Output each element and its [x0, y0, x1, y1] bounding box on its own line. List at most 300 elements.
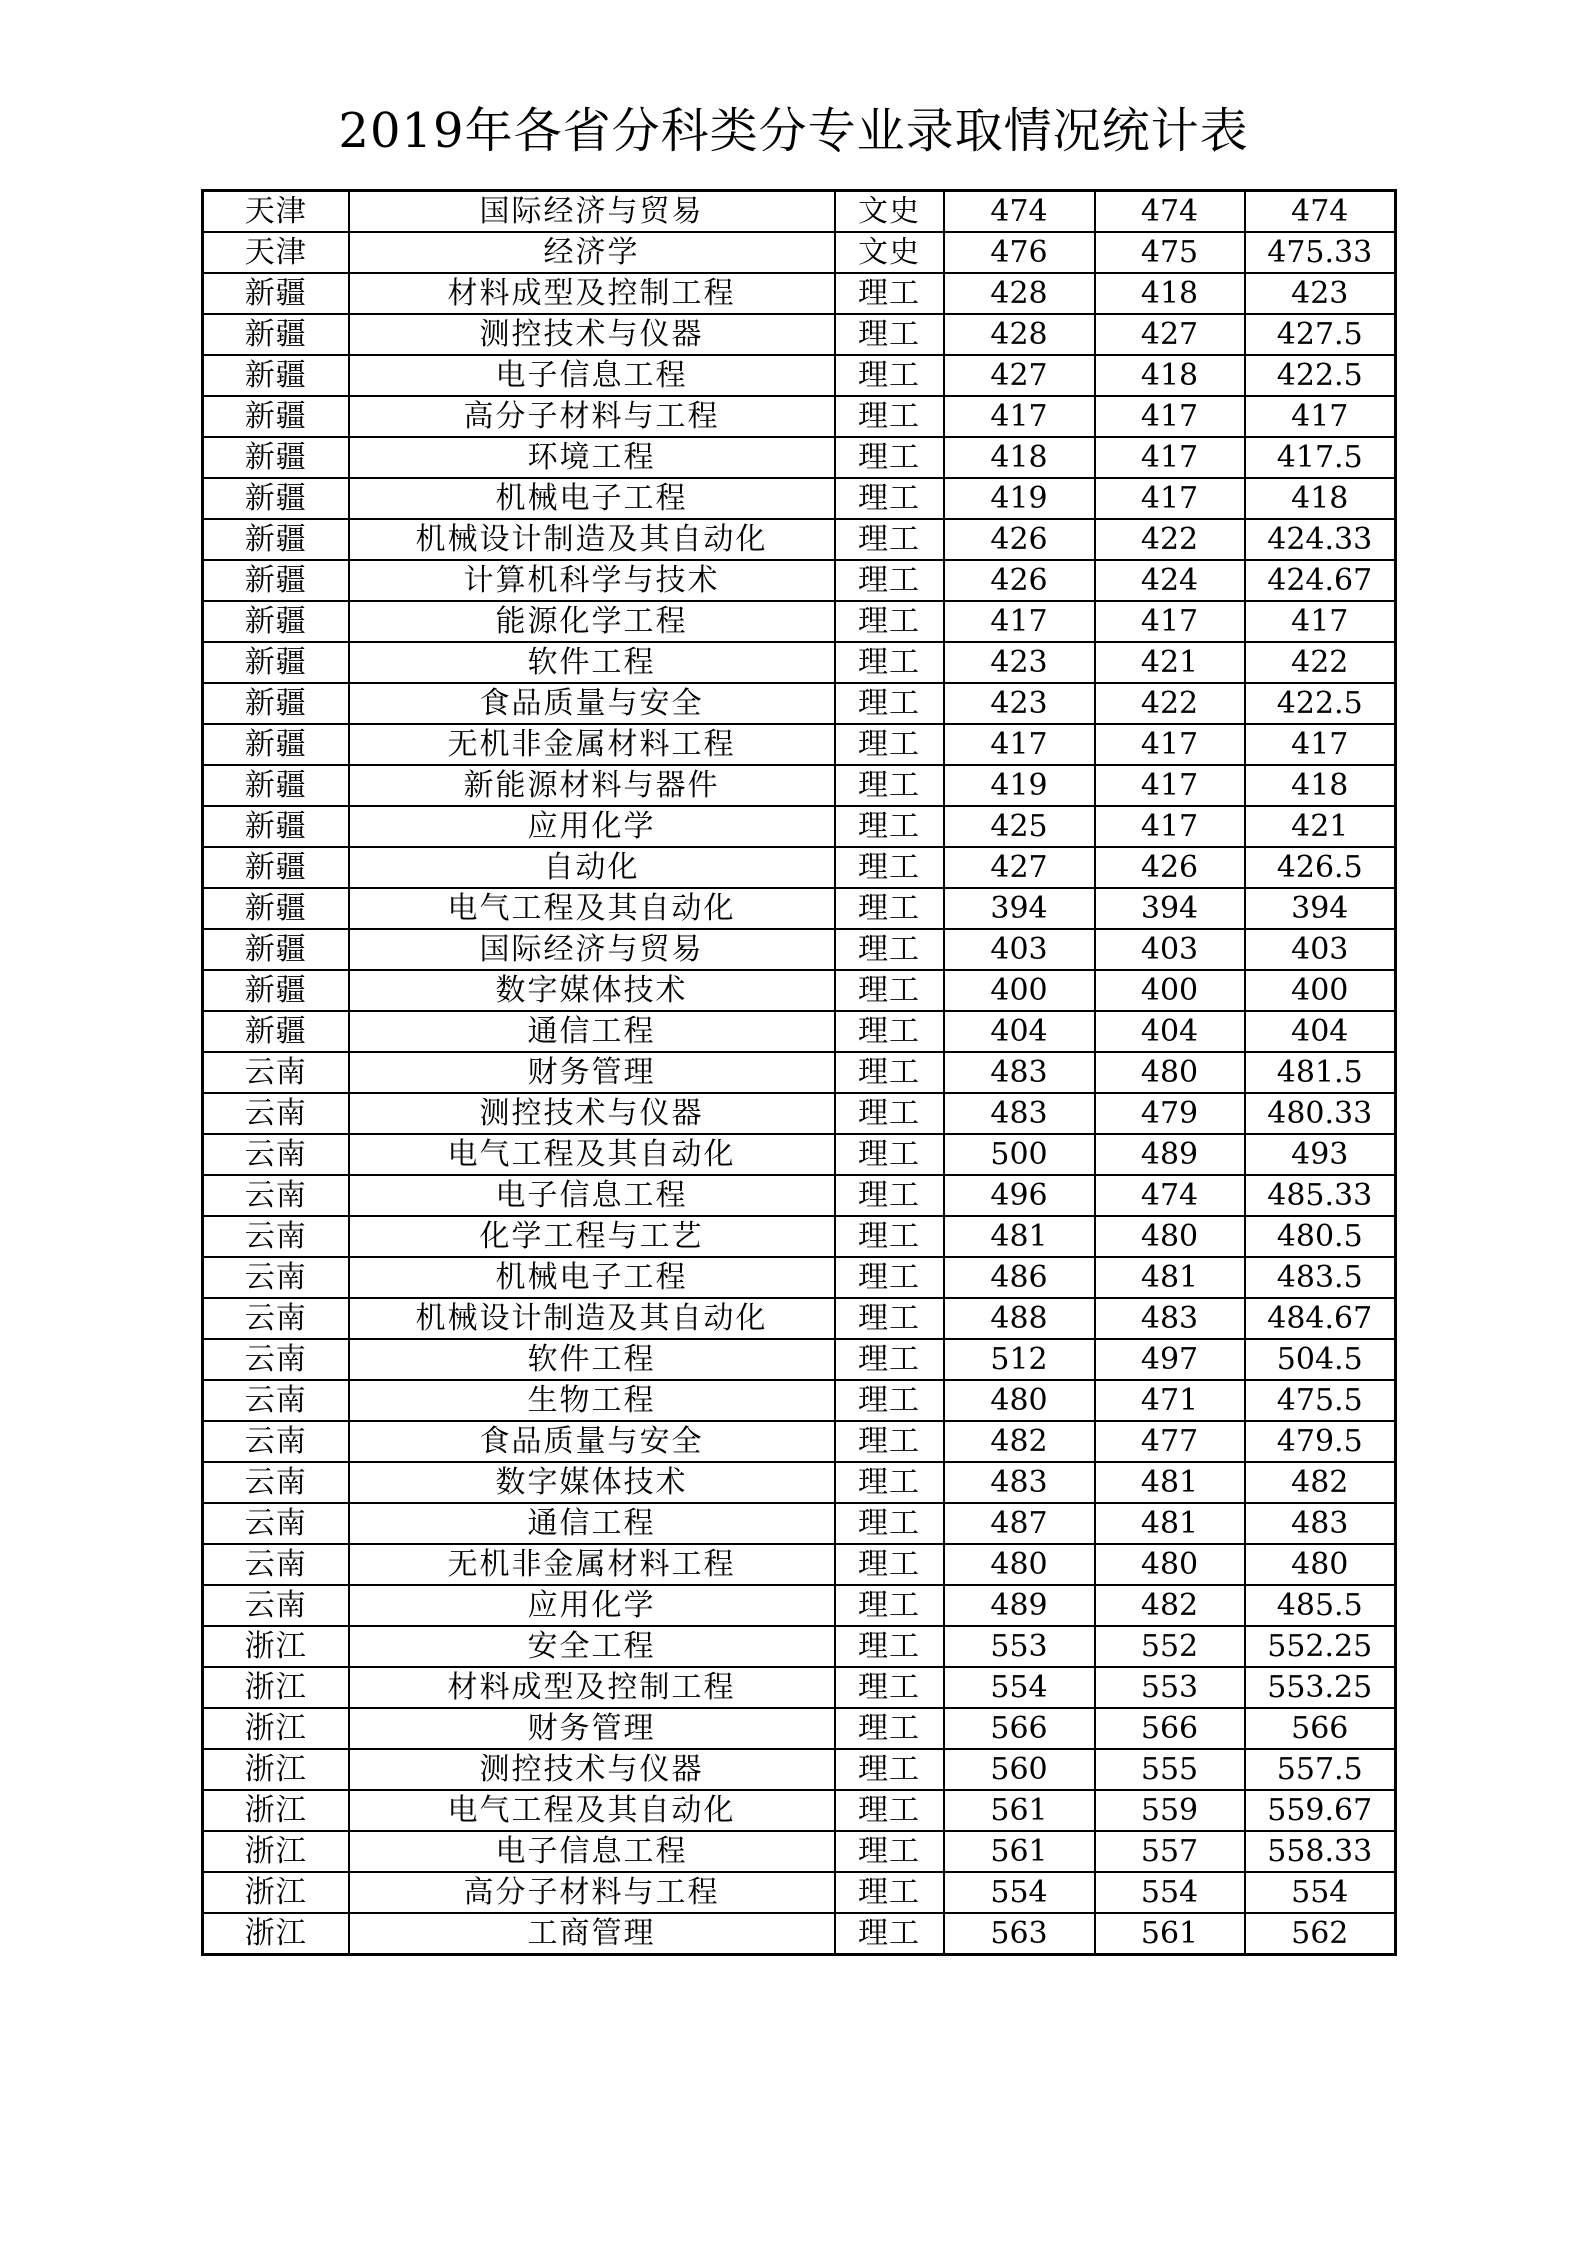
- avg-score-cell: 485.33: [1245, 1175, 1396, 1216]
- min-score-cell: 422: [1095, 519, 1245, 560]
- table-row: [203, 1831, 1396, 1872]
- avg-score-cell: 394: [1245, 888, 1396, 929]
- category-cell: 理工: [835, 1626, 944, 1667]
- max-score-cell: 554: [944, 1667, 1095, 1708]
- table-row: [203, 601, 1396, 642]
- category-cell: 理工: [835, 601, 944, 642]
- table-row: [203, 1216, 1396, 1257]
- max-score-cell: 394: [944, 888, 1095, 929]
- major-cell: 应用化学: [349, 806, 835, 847]
- avg-score-cell: 480.33: [1245, 1093, 1396, 1134]
- table-row: [203, 396, 1396, 437]
- major-cell: 生物工程: [349, 1380, 835, 1421]
- max-score-cell: 487: [944, 1503, 1095, 1544]
- avg-score-cell: 418: [1245, 478, 1396, 519]
- table-row: [203, 888, 1396, 929]
- max-score-cell: 560: [944, 1749, 1095, 1790]
- category-cell: 理工: [835, 396, 944, 437]
- category-cell: 理工: [835, 437, 944, 478]
- min-score-cell: 557: [1095, 1831, 1245, 1872]
- min-score-cell: 480: [1095, 1544, 1245, 1585]
- category-cell: 理工: [835, 847, 944, 888]
- major-cell: 电气工程及其自动化: [349, 1134, 835, 1175]
- province-cell: 浙江: [203, 1872, 349, 1913]
- min-score-cell: 417: [1095, 601, 1245, 642]
- province-cell: 云南: [203, 1380, 349, 1421]
- min-score-cell: 479: [1095, 1093, 1245, 1134]
- category-cell: 理工: [835, 1708, 944, 1749]
- province-cell: 云南: [203, 1503, 349, 1544]
- table-row: [203, 1134, 1396, 1175]
- min-score-cell: 561: [1095, 1913, 1245, 1955]
- min-score-cell: 404: [1095, 1011, 1245, 1052]
- min-score-cell: 403: [1095, 929, 1245, 970]
- min-score-cell: 422: [1095, 683, 1245, 724]
- max-score-cell: 426: [944, 560, 1095, 601]
- major-cell: 电子信息工程: [349, 1175, 835, 1216]
- category-cell: 理工: [835, 1216, 944, 1257]
- province-cell: 新疆: [203, 888, 349, 929]
- avg-score-cell: 474: [1245, 191, 1396, 233]
- avg-score-cell: 483: [1245, 1503, 1396, 1544]
- category-cell: 理工: [835, 806, 944, 847]
- category-cell: 理工: [835, 355, 944, 396]
- avg-score-cell: 421: [1245, 806, 1396, 847]
- table-row: [203, 642, 1396, 683]
- province-cell: 新疆: [203, 806, 349, 847]
- min-score-cell: 481: [1095, 1462, 1245, 1503]
- major-cell: 环境工程: [349, 437, 835, 478]
- major-cell: 测控技术与仪器: [349, 1093, 835, 1134]
- category-cell: 理工: [835, 1339, 944, 1380]
- major-cell: 测控技术与仪器: [349, 1749, 835, 1790]
- max-score-cell: 512: [944, 1339, 1095, 1380]
- table-row: [203, 1298, 1396, 1339]
- min-score-cell: 553: [1095, 1667, 1245, 1708]
- major-cell: 机械设计制造及其自动化: [349, 1298, 835, 1339]
- province-cell: 新疆: [203, 396, 349, 437]
- province-cell: 新疆: [203, 765, 349, 806]
- major-cell: 食品质量与安全: [349, 1421, 835, 1462]
- major-cell: 电子信息工程: [349, 355, 835, 396]
- max-score-cell: 423: [944, 683, 1095, 724]
- max-score-cell: 428: [944, 273, 1095, 314]
- min-score-cell: 483: [1095, 1298, 1245, 1339]
- table-row: [203, 191, 1396, 233]
- avg-score-cell: 553.25: [1245, 1667, 1396, 1708]
- max-score-cell: 483: [944, 1462, 1095, 1503]
- major-cell: 数字媒体技术: [349, 970, 835, 1011]
- major-cell: 测控技术与仪器: [349, 314, 835, 355]
- table-row: [203, 437, 1396, 478]
- category-cell: 理工: [835, 519, 944, 560]
- province-cell: 云南: [203, 1216, 349, 1257]
- min-score-cell: 417: [1095, 765, 1245, 806]
- category-cell: 理工: [835, 765, 944, 806]
- major-cell: 国际经济与贸易: [349, 191, 835, 233]
- category-cell: 理工: [835, 273, 944, 314]
- category-cell: 理工: [835, 478, 944, 519]
- table-row: [203, 314, 1396, 355]
- category-cell: 文史: [835, 191, 944, 233]
- avg-score-cell: 417: [1245, 601, 1396, 642]
- avg-score-cell: 554: [1245, 1872, 1396, 1913]
- major-cell: 软件工程: [349, 1339, 835, 1380]
- min-score-cell: 418: [1095, 355, 1245, 396]
- category-cell: 理工: [835, 1544, 944, 1585]
- avg-score-cell: 422: [1245, 642, 1396, 683]
- province-cell: 新疆: [203, 560, 349, 601]
- major-cell: 财务管理: [349, 1708, 835, 1749]
- admission-score-table: [201, 189, 1397, 1956]
- table-row: [203, 1913, 1396, 1955]
- category-cell: 理工: [835, 1421, 944, 1462]
- category-cell: 理工: [835, 888, 944, 929]
- major-cell: 电子信息工程: [349, 1831, 835, 1872]
- major-cell: 应用化学: [349, 1585, 835, 1626]
- province-cell: 云南: [203, 1052, 349, 1093]
- avg-score-cell: 426.5: [1245, 847, 1396, 888]
- category-cell: 理工: [835, 970, 944, 1011]
- major-cell: 能源化学工程: [349, 601, 835, 642]
- avg-score-cell: 562: [1245, 1913, 1396, 1955]
- min-score-cell: 554: [1095, 1872, 1245, 1913]
- category-cell: 理工: [835, 642, 944, 683]
- category-cell: 理工: [835, 1831, 944, 1872]
- avg-score-cell: 504.5: [1245, 1339, 1396, 1380]
- min-score-cell: 421: [1095, 642, 1245, 683]
- table-row: [203, 806, 1396, 847]
- category-cell: 理工: [835, 683, 944, 724]
- category-cell: 理工: [835, 1749, 944, 1790]
- avg-score-cell: 417: [1245, 724, 1396, 765]
- province-cell: 云南: [203, 1421, 349, 1462]
- province-cell: 浙江: [203, 1913, 349, 1955]
- province-cell: 新疆: [203, 601, 349, 642]
- category-cell: 理工: [835, 1093, 944, 1134]
- max-score-cell: 423: [944, 642, 1095, 683]
- category-cell: 理工: [835, 1462, 944, 1503]
- table-row: [203, 1093, 1396, 1134]
- province-cell: 云南: [203, 1462, 349, 1503]
- min-score-cell: 482: [1095, 1585, 1245, 1626]
- max-score-cell: 417: [944, 396, 1095, 437]
- major-cell: 材料成型及控制工程: [349, 1667, 835, 1708]
- avg-score-cell: 417.5: [1245, 437, 1396, 478]
- province-cell: 浙江: [203, 1708, 349, 1749]
- province-cell: 天津: [203, 191, 349, 233]
- max-score-cell: 483: [944, 1093, 1095, 1134]
- min-score-cell: 394: [1095, 888, 1245, 929]
- category-cell: 理工: [835, 1585, 944, 1626]
- category-cell: 理工: [835, 1175, 944, 1216]
- avg-score-cell: 475.33: [1245, 232, 1396, 273]
- table-row: [203, 232, 1396, 273]
- avg-score-cell: 552.25: [1245, 1626, 1396, 1667]
- table-row: [203, 765, 1396, 806]
- avg-score-cell: 475.5: [1245, 1380, 1396, 1421]
- min-score-cell: 480: [1095, 1216, 1245, 1257]
- category-cell: 理工: [835, 929, 944, 970]
- max-score-cell: 426: [944, 519, 1095, 560]
- max-score-cell: 403: [944, 929, 1095, 970]
- avg-score-cell: 422.5: [1245, 683, 1396, 724]
- category-cell: 理工: [835, 1790, 944, 1831]
- min-score-cell: 566: [1095, 1708, 1245, 1749]
- category-cell: 理工: [835, 1257, 944, 1298]
- min-score-cell: 417: [1095, 724, 1245, 765]
- min-score-cell: 559: [1095, 1790, 1245, 1831]
- province-cell: 新疆: [203, 478, 349, 519]
- min-score-cell: 474: [1095, 1175, 1245, 1216]
- max-score-cell: 419: [944, 765, 1095, 806]
- avg-score-cell: 424.67: [1245, 560, 1396, 601]
- max-score-cell: 486: [944, 1257, 1095, 1298]
- major-cell: 机械设计制造及其自动化: [349, 519, 835, 560]
- table-row: [203, 1503, 1396, 1544]
- table-row: [203, 478, 1396, 519]
- province-cell: 新疆: [203, 437, 349, 478]
- table-row: [203, 970, 1396, 1011]
- min-score-cell: 427: [1095, 314, 1245, 355]
- major-cell: 材料成型及控制工程: [349, 273, 835, 314]
- major-cell: 国际经济与贸易: [349, 929, 835, 970]
- min-score-cell: 424: [1095, 560, 1245, 601]
- table-row: [203, 1708, 1396, 1749]
- max-score-cell: 480: [944, 1544, 1095, 1585]
- avg-score-cell: 559.67: [1245, 1790, 1396, 1831]
- major-cell: 软件工程: [349, 642, 835, 683]
- max-score-cell: 404: [944, 1011, 1095, 1052]
- table-row: [203, 1380, 1396, 1421]
- avg-score-cell: 404: [1245, 1011, 1396, 1052]
- max-score-cell: 500: [944, 1134, 1095, 1175]
- max-score-cell: 554: [944, 1872, 1095, 1913]
- major-cell: 财务管理: [349, 1052, 835, 1093]
- category-cell: 理工: [835, 1011, 944, 1052]
- province-cell: 新疆: [203, 970, 349, 1011]
- max-score-cell: 400: [944, 970, 1095, 1011]
- table-row: [203, 273, 1396, 314]
- province-cell: 浙江: [203, 1749, 349, 1790]
- max-score-cell: 427: [944, 847, 1095, 888]
- min-score-cell: 417: [1095, 437, 1245, 478]
- page-title: 2019年各省分科类分专业录取情况统计表: [338, 103, 1249, 159]
- province-cell: 新疆: [203, 355, 349, 396]
- min-score-cell: 489: [1095, 1134, 1245, 1175]
- major-cell: 高分子材料与工程: [349, 1872, 835, 1913]
- table-row: [203, 1626, 1396, 1667]
- max-score-cell: 476: [944, 232, 1095, 273]
- max-score-cell: 428: [944, 314, 1095, 355]
- table-row: [203, 1339, 1396, 1380]
- max-score-cell: 417: [944, 724, 1095, 765]
- category-cell: 理工: [835, 1134, 944, 1175]
- table-row: [203, 1052, 1396, 1093]
- province-cell: 新疆: [203, 314, 349, 355]
- province-cell: 天津: [203, 232, 349, 273]
- min-score-cell: 400: [1095, 970, 1245, 1011]
- table-row: [203, 519, 1396, 560]
- table-row: [203, 560, 1396, 601]
- max-score-cell: 425: [944, 806, 1095, 847]
- province-cell: 云南: [203, 1257, 349, 1298]
- table-row: [203, 1462, 1396, 1503]
- min-score-cell: 471: [1095, 1380, 1245, 1421]
- province-cell: 浙江: [203, 1667, 349, 1708]
- province-cell: 新疆: [203, 1011, 349, 1052]
- avg-score-cell: 566: [1245, 1708, 1396, 1749]
- table-row: [203, 1544, 1396, 1585]
- category-cell: 文史: [835, 232, 944, 273]
- major-cell: 计算机科学与技术: [349, 560, 835, 601]
- max-score-cell: 474: [944, 191, 1095, 233]
- avg-score-cell: 403: [1245, 929, 1396, 970]
- table-row: [203, 1790, 1396, 1831]
- min-score-cell: 417: [1095, 478, 1245, 519]
- avg-score-cell: 418: [1245, 765, 1396, 806]
- max-score-cell: 488: [944, 1298, 1095, 1339]
- category-cell: 理工: [835, 560, 944, 601]
- max-score-cell: 480: [944, 1380, 1095, 1421]
- major-cell: 高分子材料与工程: [349, 396, 835, 437]
- max-score-cell: 418: [944, 437, 1095, 478]
- category-cell: 理工: [835, 724, 944, 765]
- max-score-cell: 553: [944, 1626, 1095, 1667]
- category-cell: 理工: [835, 1503, 944, 1544]
- avg-score-cell: 480.5: [1245, 1216, 1396, 1257]
- min-score-cell: 417: [1095, 396, 1245, 437]
- max-score-cell: 561: [944, 1790, 1095, 1831]
- avg-score-cell: 485.5: [1245, 1585, 1396, 1626]
- province-cell: 云南: [203, 1175, 349, 1216]
- major-cell: 通信工程: [349, 1503, 835, 1544]
- province-cell: 新疆: [203, 273, 349, 314]
- province-cell: 云南: [203, 1093, 349, 1134]
- avg-score-cell: 423: [1245, 273, 1396, 314]
- avg-score-cell: 557.5: [1245, 1749, 1396, 1790]
- avg-score-cell: 482: [1245, 1462, 1396, 1503]
- major-cell: 食品质量与安全: [349, 683, 835, 724]
- province-cell: 浙江: [203, 1831, 349, 1872]
- major-cell: 新能源材料与器件: [349, 765, 835, 806]
- avg-score-cell: 422.5: [1245, 355, 1396, 396]
- min-score-cell: 417: [1095, 806, 1245, 847]
- major-cell: 工商管理: [349, 1913, 835, 1955]
- category-cell: 理工: [835, 1380, 944, 1421]
- avg-score-cell: 479.5: [1245, 1421, 1396, 1462]
- table-row: [203, 929, 1396, 970]
- table-row: [203, 1585, 1396, 1626]
- province-cell: 新疆: [203, 929, 349, 970]
- avg-score-cell: 483.5: [1245, 1257, 1396, 1298]
- max-score-cell: 489: [944, 1585, 1095, 1626]
- province-cell: 新疆: [203, 724, 349, 765]
- min-score-cell: 481: [1095, 1503, 1245, 1544]
- major-cell: 机械电子工程: [349, 478, 835, 519]
- table-row: [203, 355, 1396, 396]
- avg-score-cell: 484.67: [1245, 1298, 1396, 1339]
- province-cell: 新疆: [203, 683, 349, 724]
- min-score-cell: 481: [1095, 1257, 1245, 1298]
- table-row: [203, 1872, 1396, 1913]
- category-cell: 理工: [835, 314, 944, 355]
- table-row: [203, 847, 1396, 888]
- max-score-cell: 483: [944, 1052, 1095, 1093]
- major-cell: 通信工程: [349, 1011, 835, 1052]
- province-cell: 新疆: [203, 847, 349, 888]
- major-cell: 自动化: [349, 847, 835, 888]
- max-score-cell: 417: [944, 601, 1095, 642]
- max-score-cell: 482: [944, 1421, 1095, 1462]
- province-cell: 云南: [203, 1544, 349, 1585]
- max-score-cell: 566: [944, 1708, 1095, 1749]
- province-cell: 云南: [203, 1339, 349, 1380]
- avg-score-cell: 427.5: [1245, 314, 1396, 355]
- table-row: [203, 683, 1396, 724]
- table-row: [203, 1257, 1396, 1298]
- avg-score-cell: 481.5: [1245, 1052, 1396, 1093]
- table-row: [203, 1667, 1396, 1708]
- min-score-cell: 555: [1095, 1749, 1245, 1790]
- category-cell: 理工: [835, 1052, 944, 1093]
- max-score-cell: 563: [944, 1913, 1095, 1955]
- table-row: [203, 724, 1396, 765]
- min-score-cell: 477: [1095, 1421, 1245, 1462]
- category-cell: 理工: [835, 1872, 944, 1913]
- category-cell: 理工: [835, 1667, 944, 1708]
- province-cell: 云南: [203, 1134, 349, 1175]
- max-score-cell: 561: [944, 1831, 1095, 1872]
- major-cell: 经济学: [349, 232, 835, 273]
- min-score-cell: 497: [1095, 1339, 1245, 1380]
- avg-score-cell: 558.33: [1245, 1831, 1396, 1872]
- min-score-cell: 552: [1095, 1626, 1245, 1667]
- table-row: [203, 1175, 1396, 1216]
- max-score-cell: 419: [944, 478, 1095, 519]
- avg-score-cell: 493: [1245, 1134, 1396, 1175]
- avg-score-cell: 400: [1245, 970, 1396, 1011]
- major-cell: 无机非金属材料工程: [349, 1544, 835, 1585]
- major-cell: 电气工程及其自动化: [349, 888, 835, 929]
- province-cell: 新疆: [203, 519, 349, 560]
- major-cell: 电气工程及其自动化: [349, 1790, 835, 1831]
- province-cell: 浙江: [203, 1790, 349, 1831]
- major-cell: 数字媒体技术: [349, 1462, 835, 1503]
- avg-score-cell: 424.33: [1245, 519, 1396, 560]
- major-cell: 机械电子工程: [349, 1257, 835, 1298]
- table-row: [203, 1749, 1396, 1790]
- avg-score-cell: 480: [1245, 1544, 1396, 1585]
- category-cell: 理工: [835, 1913, 944, 1955]
- table-row: [203, 1011, 1396, 1052]
- table-body: [203, 191, 1396, 1955]
- min-score-cell: 426: [1095, 847, 1245, 888]
- major-cell: 化学工程与工艺: [349, 1216, 835, 1257]
- avg-score-cell: 417: [1245, 396, 1396, 437]
- province-cell: 云南: [203, 1298, 349, 1339]
- min-score-cell: 474: [1095, 191, 1245, 233]
- min-score-cell: 418: [1095, 273, 1245, 314]
- max-score-cell: 427: [944, 355, 1095, 396]
- category-cell: 理工: [835, 1298, 944, 1339]
- max-score-cell: 496: [944, 1175, 1095, 1216]
- province-cell: 浙江: [203, 1626, 349, 1667]
- min-score-cell: 480: [1095, 1052, 1245, 1093]
- max-score-cell: 481: [944, 1216, 1095, 1257]
- major-cell: 安全工程: [349, 1626, 835, 1667]
- province-cell: 云南: [203, 1585, 349, 1626]
